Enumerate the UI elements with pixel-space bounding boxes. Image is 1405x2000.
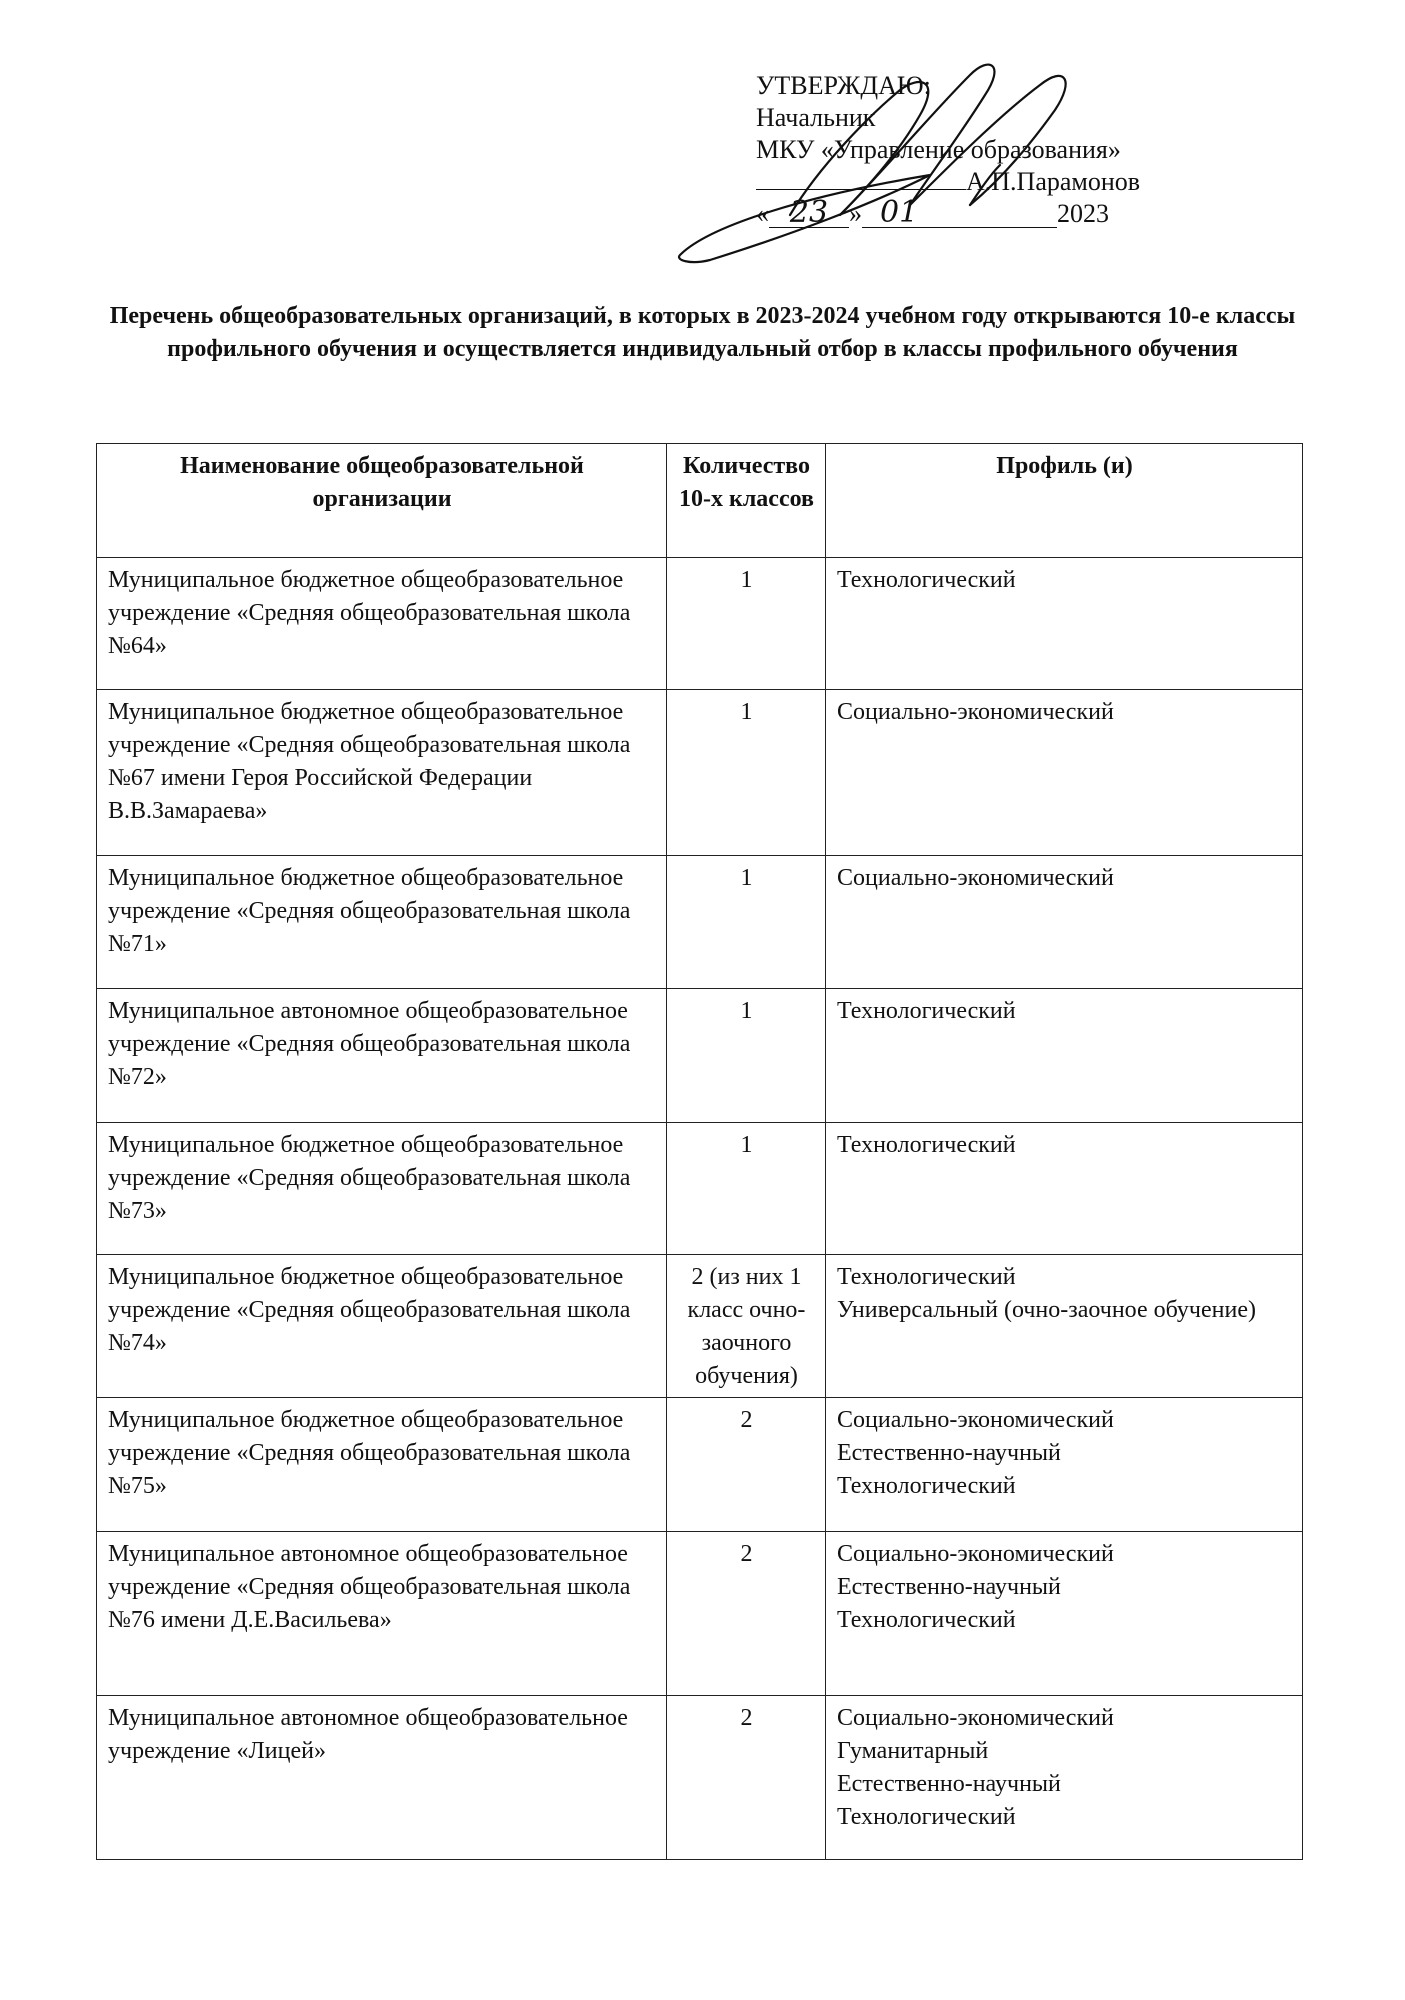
profile-list — [826, 1532, 1303, 1696]
table-row — [97, 1123, 1303, 1255]
profile-item: Естественно-научный — [837, 1771, 1061, 1797]
profile-item: Социально-экономический — [837, 1541, 1114, 1567]
class-count: 2 (из них 1 класс очно-заочного обучения) — [667, 1255, 826, 1398]
school-name: Муниципальное бюджетное общеобразовательное учреждение «Средняя общеобразовательная школа №75» — [97, 1398, 667, 1532]
table-header-row — [97, 444, 1303, 558]
header-profile: Профиль (и) — [826, 444, 1303, 558]
profile-list — [826, 690, 1303, 856]
table-row — [97, 690, 1303, 856]
approval-position: Начальник — [756, 103, 876, 132]
profile-item: Технологический — [837, 567, 1016, 593]
profile-list — [826, 989, 1303, 1123]
profile-list — [826, 1398, 1303, 1532]
profile-item: Универсальный (очно-заочное обучение) — [837, 1297, 1256, 1323]
profile-item: Социально-экономический — [837, 1407, 1114, 1433]
table-row — [97, 558, 1303, 690]
profile-list — [826, 856, 1303, 989]
profile-item: Социально-экономический — [837, 699, 1114, 725]
profile-item: Технологический — [837, 1804, 1016, 1830]
table-row — [97, 1696, 1303, 1860]
school-name: Муниципальное бюджетное общеобразовательное учреждение «Средняя общеобразовательная школа №64» — [97, 558, 667, 690]
table-row — [97, 1398, 1303, 1532]
profile-item: Социально-экономический — [837, 1705, 1114, 1731]
profile-item: Естественно-научный — [837, 1574, 1061, 1600]
date-year: 2023 — [1057, 199, 1109, 228]
schools-table — [96, 443, 1303, 1860]
approval-date — [756, 195, 1176, 230]
profile-item: Технологический — [837, 998, 1016, 1024]
class-count: 2 — [667, 1398, 826, 1532]
profile-item: Технологический — [837, 1473, 1016, 1499]
class-count: 1 — [667, 856, 826, 989]
header-count: Количество 10-х классов — [667, 444, 826, 558]
approval-heading: УТВЕРЖДАЮ: — [756, 71, 931, 100]
profile-list — [826, 1123, 1303, 1255]
class-count: 1 — [667, 1123, 826, 1255]
class-count: 2 — [667, 1532, 826, 1696]
document-title: Перечень общеобразовательных организаций, в которых в 2023-2024 учебном году открываются 10-е классы профильного обучения и осуществляется индивидуальный отбор в классы профильного обучения — [109, 303, 1296, 362]
profile-item: Технологический — [837, 1607, 1016, 1633]
profile-item: Технологический — [837, 1264, 1016, 1290]
approval-signatory: А.П.Парамонов — [966, 167, 1141, 196]
class-count: 1 — [667, 558, 826, 690]
class-count: 1 — [667, 989, 826, 1123]
school-name: Муниципальное автономное общеобразовательное учреждение «Лицей» — [97, 1696, 667, 1860]
signature-underline — [756, 167, 966, 190]
school-name: Муниципальное бюджетное общеобразовательное учреждение «Средняя общеобразовательная школа №74» — [97, 1255, 667, 1398]
profile-item: Естественно-научный — [837, 1440, 1061, 1466]
profile-list — [826, 1255, 1303, 1398]
school-name: Муниципальное автономное общеобразовательное учреждение «Средняя общеобразовательная школа №76 имени Д.Е.Васильева» — [97, 1532, 667, 1696]
table-row — [97, 1255, 1303, 1398]
date-open-quote: « — [756, 199, 769, 228]
class-count: 1 — [667, 690, 826, 856]
header-name: Наименование общеобразовательной организации — [97, 444, 667, 558]
table-row — [97, 989, 1303, 1123]
school-name: Муниципальное бюджетное общеобразовательное учреждение «Средняя общеобразовательная школа №71» — [97, 856, 667, 989]
class-count: 2 — [667, 1696, 826, 1860]
school-name: Муниципальное бюджетное общеобразовательное учреждение «Средняя общеобразовательная школа №67 имени Героя Российской Федерации В.В.Замараева» — [97, 690, 667, 856]
approval-block — [756, 70, 1176, 230]
date-close-quote: » — [849, 199, 862, 228]
date-day: 23 — [769, 199, 849, 228]
approval-signatory-line — [756, 166, 1176, 198]
table-row — [97, 856, 1303, 989]
approval-organization: МКУ «Управление образования» — [756, 135, 1121, 164]
profile-item: Гуманитарный — [837, 1738, 989, 1764]
school-name: Муниципальное бюджетное общеобразовательное учреждение «Средняя общеобразовательная школа №73» — [97, 1123, 667, 1255]
profile-item: Социально-экономический — [837, 865, 1114, 891]
table-row — [97, 1532, 1303, 1696]
profile-list — [826, 558, 1303, 690]
school-name: Муниципальное автономное общеобразовательное учреждение «Средняя общеобразовательная школа №72» — [97, 989, 667, 1123]
profile-list — [826, 1696, 1303, 1860]
date-month: 01 — [862, 199, 1057, 228]
profile-item: Технологический — [837, 1132, 1016, 1158]
